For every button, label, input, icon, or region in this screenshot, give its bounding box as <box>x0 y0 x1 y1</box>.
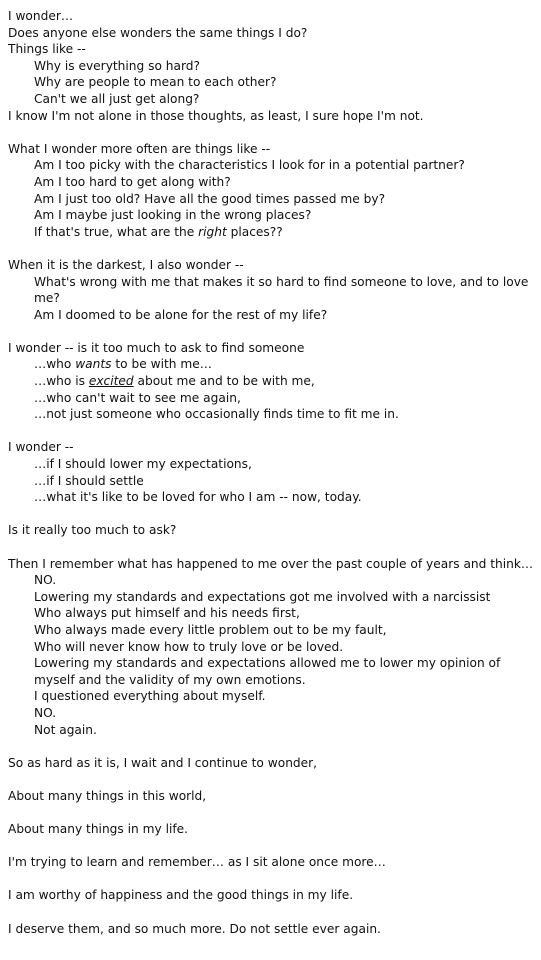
stanza-gap <box>8 904 535 921</box>
poem-text: …who <box>34 357 76 372</box>
poem-line: …who can't wait to see me again, <box>34 390 241 405</box>
poem-line: Am I just too old? Have all the good times passed me by? <box>34 191 386 206</box>
poem-line: Then I remember what has happened to me over the past couple of years and think… <box>8 556 534 571</box>
poem-line: I know I'm not alone in those thoughts, as least, I sure hope I'm not. <box>8 108 424 123</box>
poem-line: NO. <box>34 573 57 588</box>
stanza-gap <box>8 771 535 788</box>
poem-text: places?? <box>226 224 283 239</box>
poem-line: Who always made every little problem out to be my fault, <box>34 622 387 637</box>
poem-line: …if I should lower my expectations, <box>34 457 252 472</box>
stanza-gap <box>8 124 535 141</box>
poem-text: about me and to be with me, <box>133 374 315 389</box>
poem-line: I wonder -- <box>8 440 74 455</box>
poem-line: Why is everything so hard? <box>34 58 201 73</box>
stanza-gap <box>8 871 535 888</box>
poem-line: About many things in this world, <box>8 788 207 803</box>
poem-line: What's wrong with me that makes it so hard to find someone to love, and to love me? <box>34 274 533 306</box>
poem-line: Lowering my standards and expectations got me involved with a narcissist <box>34 589 491 604</box>
poem-line: So as hard as it is, I wait and I continue to wonder, <box>8 755 318 770</box>
poem-line: Why are people to mean to each other? <box>34 75 277 90</box>
poem-line: I questioned everything about myself. <box>34 689 266 704</box>
stanza-gap <box>8 506 535 523</box>
stanza-gap <box>8 805 535 822</box>
poem-line: Am I too picky with the characteristics I look for in a potential partner? <box>34 158 465 173</box>
stanza-gap <box>8 738 535 755</box>
poem-line: I am worthy of happiness and the good things in my life. <box>8 888 354 903</box>
emphasized-word: right <box>198 224 227 239</box>
stanza-gap <box>8 423 535 440</box>
poem-line <box>8 356 535 373</box>
poem-line: I wonder… <box>8 9 74 23</box>
stanza-gap <box>8 240 535 257</box>
stanza-gap <box>8 323 535 340</box>
poem-line: Am I maybe just looking in the wrong places? <box>34 208 312 223</box>
poem-line: I deserve them, and so much more. Do not settle ever again. <box>8 921 381 936</box>
poem-line: Am I doomed to be alone for the rest of my life? <box>34 307 328 322</box>
underlined-word: excited <box>88 374 134 389</box>
poem-line: About many things in my life. <box>8 822 189 837</box>
poem-line: Lowering my standards and expectations allowed me to lower my opinion of myself and the validity of my own emotions. <box>34 656 505 687</box>
poem-line: Is it really too much to ask? <box>8 523 177 538</box>
stanza-gap <box>8 838 535 855</box>
poem-text: to be with me… <box>111 357 212 372</box>
emphasized-word: wants <box>75 357 112 372</box>
poem-line <box>8 373 535 390</box>
poem-line: When it is the darkest, I also wonder -- <box>8 257 244 272</box>
poem-line: …not just someone who occasionally finds time to fit me in. <box>34 407 399 422</box>
poem-line: …what it's like to be loved for who I am -- now, today. <box>34 490 362 505</box>
poem-line <box>8 224 535 241</box>
poem-line: …if I should settle <box>34 473 144 488</box>
poem-line: Does anyone else wonders the same things I do? <box>8 25 308 40</box>
poem-line: NO. <box>34 705 57 720</box>
poem-line: What I wonder more often are things like -- <box>8 141 271 156</box>
poem-line: Am I too hard to get along with? <box>34 174 231 189</box>
poem-line: I'm trying to learn and remember… as I sit alone once more… <box>8 855 386 870</box>
poem-line: I wonder -- is it too much to ask to find someone <box>8 340 305 355</box>
poem-line: Not again. <box>34 722 97 737</box>
poem-line: Can't we all just get along? <box>34 91 200 106</box>
poem-text: If that's true, what are the <box>34 224 199 239</box>
poem-text: …who is <box>34 374 89 389</box>
stanza-gap <box>8 539 535 556</box>
poem-line: Things like -- <box>8 42 86 57</box>
poem-line: Who will never know how to truly love or be loved. <box>34 639 344 654</box>
poem-line: Who always put himself and his needs first, <box>34 606 300 621</box>
